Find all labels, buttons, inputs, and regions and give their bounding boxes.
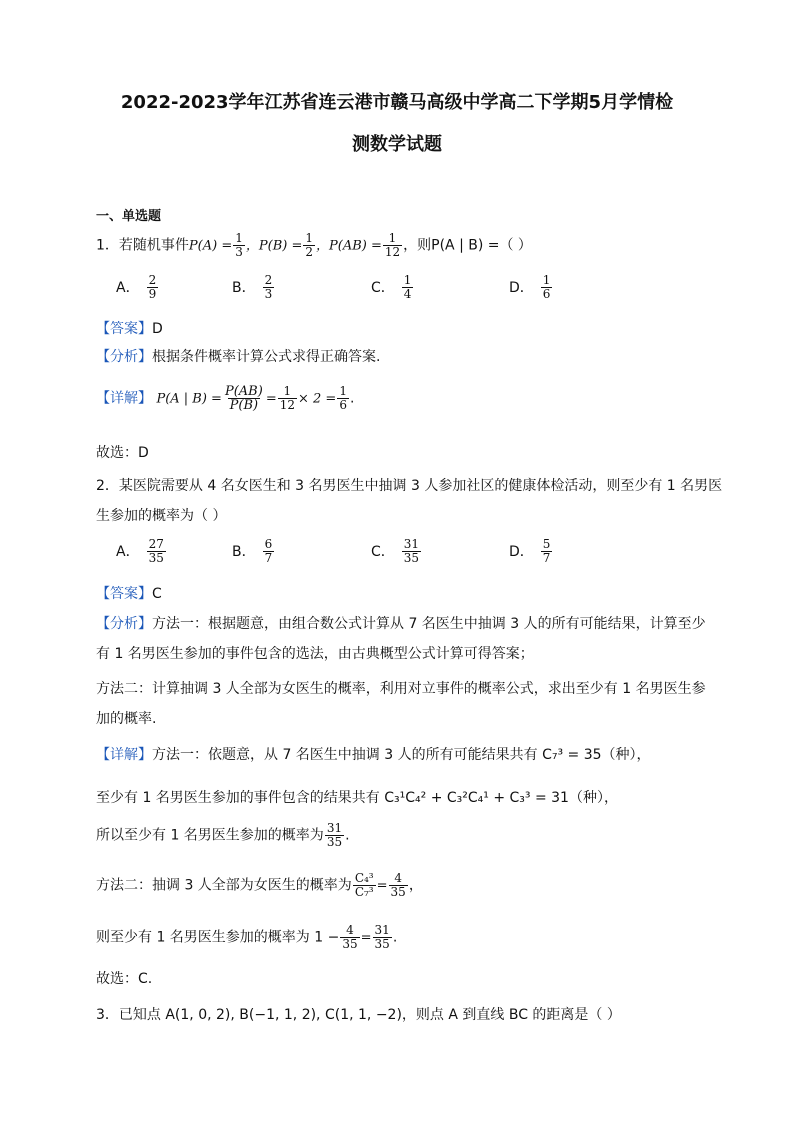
- q1-answer: 【答案】D: [96, 321, 163, 337]
- question-2-stem-line2: 生参加的概率为（ ）: [96, 508, 227, 524]
- q2-detail-line5: 则至少有 1 名男医生参加的概率为 1 − $\frac{4}{35}$ = $\frac{31}{35}$ .: [96, 923, 398, 951]
- q2-detail-line1: 【详解】方法一：依题意，从 7 名医生中抽调 3 人的所有可能结果共有 C₇³ = 35（种），: [96, 747, 651, 763]
- q2-analysis-line1: 【分析】方法一：根据题意，由组合数公式计算从 7 名医生中抽调 3 人的所有可能结果，计算至少: [96, 616, 706, 632]
- q1-analysis: 【分析】根据条件概率计算公式求得正确答案.: [96, 349, 381, 365]
- question-2-stem-line1: 2．某医院需要从 4 名女医生和 3 名男医生中抽调 3 人参加社区的健康体检活动，则至少有 1 名男医: [96, 478, 723, 494]
- q2-answer: 【答案】C: [96, 586, 162, 602]
- page-title: 2022-2023学年江苏省连云港市赣马高级中学高二下学期5月学情检: [120, 92, 674, 113]
- q1-option-c[interactable]: C． $\frac{1}{4}$: [371, 273, 412, 301]
- page-title-line2: 测数学试题: [352, 134, 442, 155]
- q2-option-a[interactable]: A． $\frac{27}{35}$: [116, 537, 164, 565]
- q2-option-b[interactable]: B． $\frac{6}{7}$: [232, 537, 273, 565]
- q2-choose: 故选：C.: [96, 971, 153, 987]
- q1-pab: ，P(AB) =: [316, 238, 382, 254]
- q1-ask: ，则P(A | B) =（ ）: [403, 237, 532, 254]
- q2-analysis-line2: 有 1 名男医生参加的事件包含的选法，由古典概型公式计算可得答案；: [96, 646, 534, 662]
- q1-pa: P(A) =: [188, 238, 233, 254]
- q2-analysis-line3: 方法二：计算抽调 3 人全部为女医生的概率，利用对立事件的概率公式，求出至少有 1 名男医生参: [96, 681, 706, 697]
- q1-choose: 故选：D: [96, 445, 149, 461]
- q1-pa-frac: $\frac{1}{3}$: [235, 231, 243, 259]
- q1-option-d[interactable]: D． $\frac{1}{6}$: [509, 273, 551, 301]
- question-3-stem: 3．已知点 A(1, 0, 2), B(−1, 1, 2), C(1, 1, −2)，则点 A 到直线 BC 的距离是（ ）: [96, 1007, 621, 1023]
- q2-option-d[interactable]: D． $\frac{5}{7}$: [509, 537, 551, 565]
- q1-detail: 【详解】 P(A | B) = $\frac{P(AB)}{P(B)}$ = $\frac{1}{12}$ × 2 = $\frac{1}{6}$ .: [96, 384, 355, 413]
- q2-detail-line2: 至少有 1 名男医生参加的事件包含的结果共有 C₃¹C₄² + C₃²C₄¹ + C₃³ = 31（种），: [96, 790, 618, 806]
- q2-analysis-line4: 加的概率.: [96, 711, 157, 727]
- q1-pb: ，P(B) =: [245, 238, 303, 254]
- q2-detail-line3: 所以至少有 1 名男医生参加的概率为 $\frac{31}{35}$ .: [96, 821, 350, 849]
- q1-option-a[interactable]: A． $\frac{2}{9}$: [116, 273, 157, 301]
- q1-pab-frac: $\frac{1}{12}$: [384, 231, 401, 259]
- q2-option-c[interactable]: C． $\frac{31}{35}$: [371, 537, 420, 565]
- section-heading: 一、单选题: [96, 209, 162, 224]
- q2-detail-line4: 方法二：抽调 3 人全部为女医生的概率为 $\frac{\text{C₄³}}{\text{C₇³}}$ = $\frac{4}{35}$ ，: [96, 871, 423, 899]
- q1-option-b[interactable]: B． $\frac{2}{3}$: [232, 273, 273, 301]
- q1-prefix: 1．若随机事件: [96, 237, 189, 254]
- question-1-stem: [96, 232, 532, 259]
- q1-pb-frac: $\frac{1}{2}$: [305, 231, 313, 259]
